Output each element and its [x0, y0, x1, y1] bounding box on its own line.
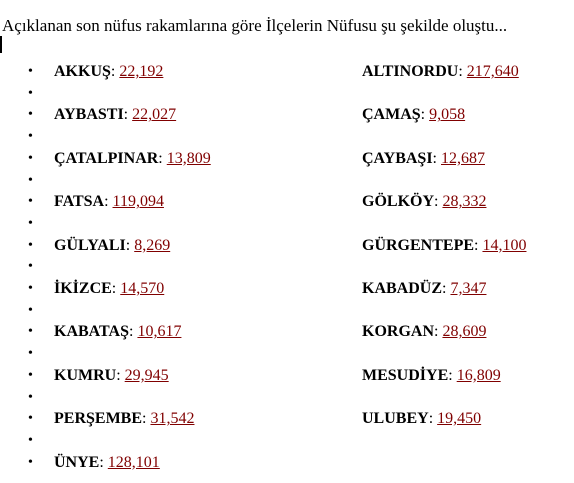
separator: :: [110, 63, 120, 80]
district-name: FATSA: [54, 193, 105, 211]
bullet-marker: •: [28, 389, 33, 405]
district-entry-left: [54, 366, 169, 386]
bullet-marker: •: [28, 281, 33, 296]
district-name: İKİZCE: [54, 280, 112, 297]
separator: :: [128, 323, 138, 341]
separator: :: [428, 410, 438, 428]
separator: :: [104, 193, 113, 211]
separator: :: [474, 236, 483, 254]
population-link[interactable]: 119,094: [112, 193, 164, 211]
separator: :: [158, 149, 167, 167]
separator: :: [432, 149, 441, 167]
population-link[interactable]: 16,809: [456, 366, 501, 384]
population-link[interactable]: 19,450: [437, 410, 482, 428]
bullet-marker: •: [28, 172, 33, 188]
district-entry-right: [362, 322, 486, 342]
district-entry-left: [54, 453, 160, 473]
population-link[interactable]: 14,100: [482, 236, 527, 254]
district-name: ALTINORDU: [362, 63, 459, 80]
district-entry-right: [362, 236, 526, 256]
separator: :: [111, 280, 121, 297]
separator: :: [123, 106, 133, 124]
district-name: MESUDİYE: [362, 366, 449, 384]
district-name: ÇATALPINAR: [54, 149, 159, 167]
district-name: PERŞEMBE: [54, 410, 143, 428]
bullet-marker: •: [28, 346, 33, 362]
district-entry-right: [362, 62, 519, 82]
population-link[interactable]: 7,347: [450, 280, 487, 297]
district-entry-left: [54, 409, 194, 429]
population-link[interactable]: 8,269: [134, 236, 171, 254]
separator: :: [458, 63, 467, 80]
population-link[interactable]: 28,332: [442, 193, 487, 211]
population-link[interactable]: 10,617: [137, 323, 182, 341]
district-name: ÇAYBAŞI: [362, 149, 433, 167]
text-cursor: [0, 36, 2, 53]
population-link[interactable]: 217,640: [466, 63, 519, 80]
bullet-marker: •: [28, 129, 33, 145]
separator: :: [434, 193, 443, 211]
district-entry-right: [362, 366, 501, 386]
population-link[interactable]: 12,687: [441, 149, 485, 167]
population-link[interactable]: 128,101: [107, 453, 160, 471]
separator: :: [442, 280, 451, 297]
district-entry-left: [54, 322, 181, 342]
district-name: AYBASTI: [54, 106, 124, 124]
separator: :: [434, 323, 443, 341]
district-name: KABATAŞ: [54, 323, 129, 341]
district-entry-right: [362, 409, 481, 429]
bullet-marker: •: [28, 64, 33, 79]
bullet-marker: •: [28, 411, 33, 427]
bullet-marker: •: [28, 107, 33, 123]
district-entry-left: [54, 192, 164, 212]
district-name: GÖLKÖY: [362, 193, 435, 211]
bullet-marker: •: [28, 432, 33, 448]
bullet-marker: •: [28, 302, 33, 318]
separator: :: [420, 106, 430, 124]
district-name: ULUBEY: [362, 410, 429, 428]
bullet-marker: •: [28, 324, 33, 340]
district-name: ÜNYE: [54, 453, 100, 471]
bullet-marker: •: [28, 367, 33, 383]
bullet-marker: •: [28, 237, 33, 253]
district-name: KABADÜZ: [362, 280, 443, 297]
district-entry-left: [54, 149, 211, 169]
bullet-marker: •: [28, 150, 33, 166]
bullet-marker: •: [28, 194, 33, 210]
separator: :: [116, 366, 125, 384]
population-link[interactable]: 9,058: [429, 106, 466, 124]
district-name: ÇAMAŞ: [362, 106, 421, 124]
population-link[interactable]: 14,570: [120, 280, 165, 297]
district-entry-left: [54, 62, 163, 82]
population-link[interactable]: 22,192: [119, 63, 164, 80]
district-entry-left: [54, 236, 170, 256]
district-name: KORGAN: [362, 323, 434, 341]
separator: :: [142, 410, 151, 428]
bullet-marker: •: [28, 215, 33, 231]
separator: :: [125, 236, 135, 254]
district-name: GÜRGENTEPE: [362, 236, 475, 254]
district-name: AKKUŞ: [54, 63, 111, 80]
district-entry-right: [362, 192, 486, 212]
district-entry-right: [362, 279, 486, 299]
district-entry-right: [362, 149, 485, 169]
population-link[interactable]: 28,609: [442, 323, 487, 341]
district-name: KUMRU: [54, 366, 117, 384]
district-name: GÜLYALI: [54, 236, 126, 254]
population-link[interactable]: 29,945: [124, 366, 169, 384]
bullet-marker: •: [28, 85, 33, 101]
population-link[interactable]: 13,809: [166, 149, 211, 167]
district-entry-left: [54, 105, 176, 125]
separator: :: [448, 366, 457, 384]
separator: :: [99, 453, 108, 471]
bullet-marker: •: [28, 454, 33, 470]
district-entry-right: [362, 105, 465, 125]
district-entry-left: [54, 279, 164, 299]
population-link[interactable]: 22,027: [132, 106, 177, 124]
intro-text: Açıklanan son nüfus rakamlarına göre İlçelerin Nüfusu şu şekilde oluştu...: [2, 16, 508, 35]
population-link[interactable]: 31,542: [150, 410, 195, 428]
bullet-marker: •: [28, 259, 33, 275]
